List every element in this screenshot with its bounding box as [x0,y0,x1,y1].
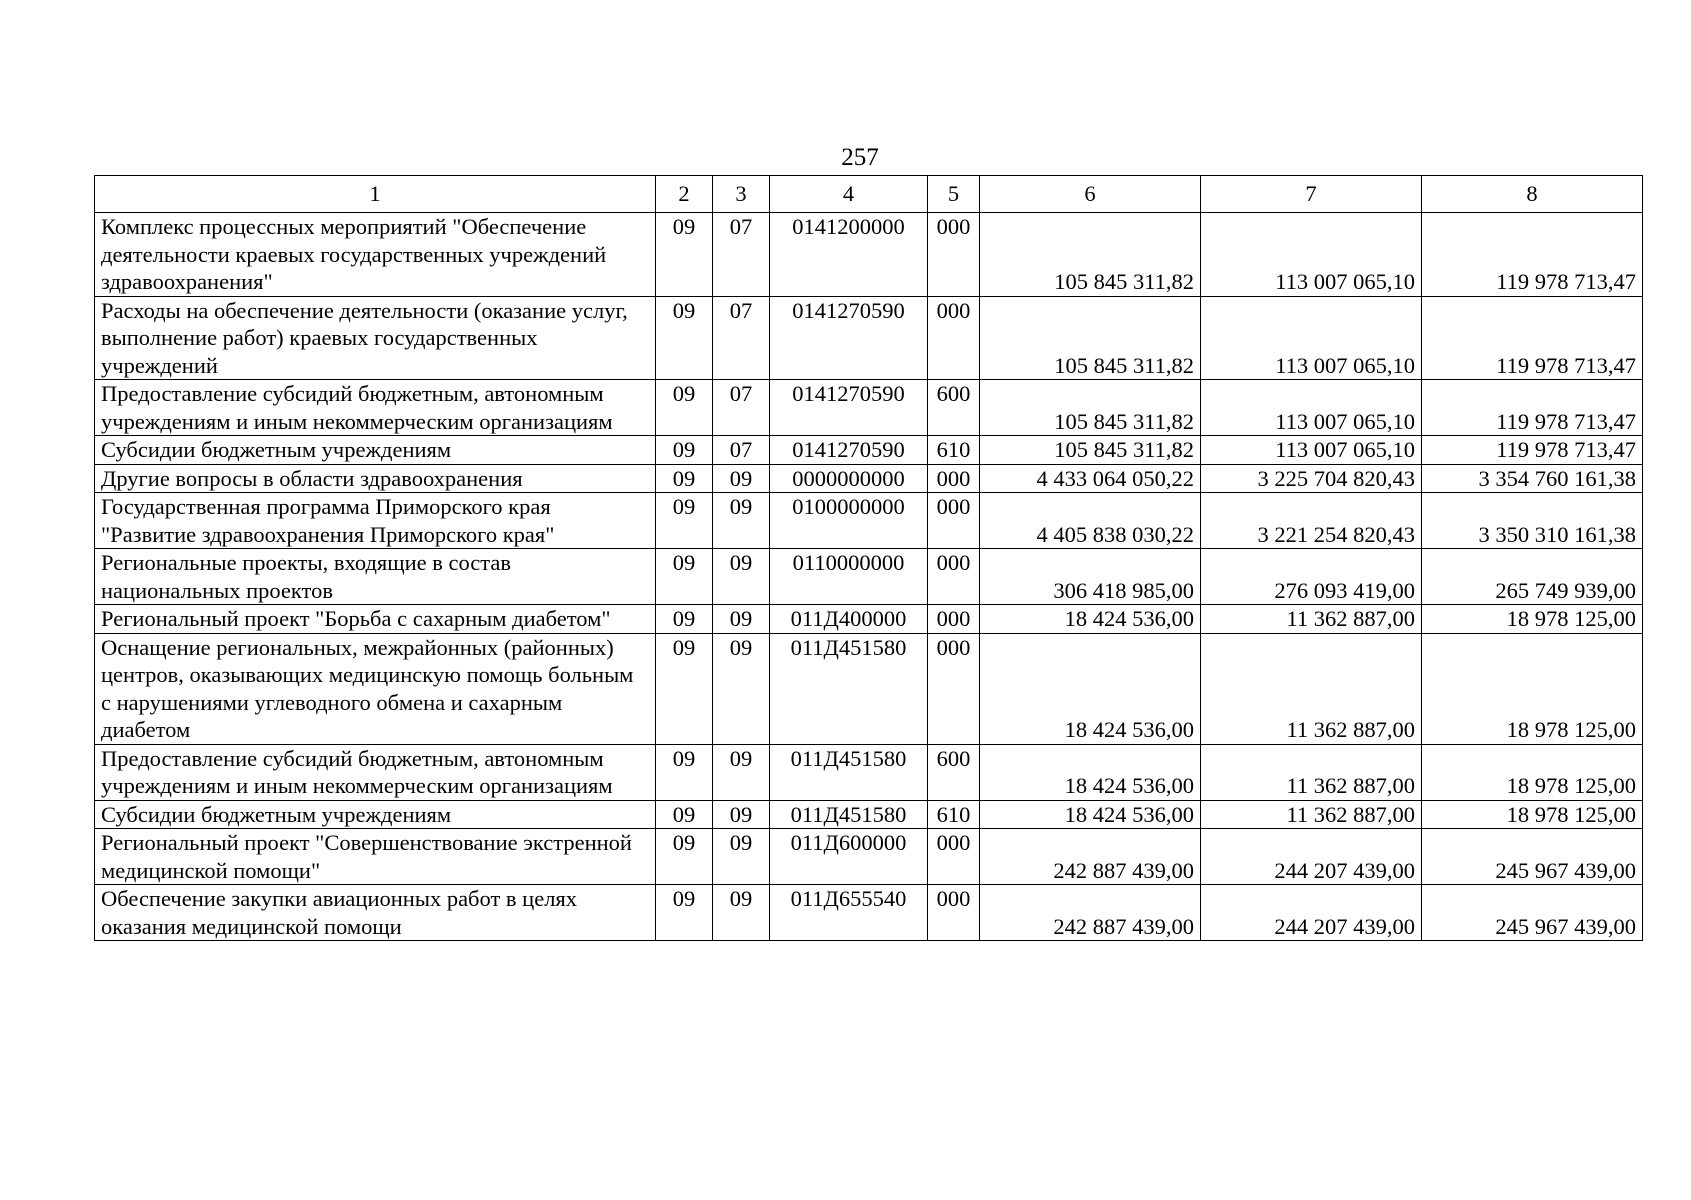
target-article-code: 011Д600000 [770,829,928,885]
column-number-header-row [95,176,1643,213]
target-article-code: 0000000000 [770,464,928,493]
section-code: 09 [656,885,713,941]
amount-col-7: 113 007 065,10 [1201,213,1422,297]
column-header: 4 [770,176,928,213]
amount-col-7: 11 362 887,00 [1201,605,1422,634]
amount-col-8: 119 978 713,47 [1422,380,1643,436]
amount-col-8: 3 350 310 161,38 [1422,493,1643,549]
expense-type-code: 000 [928,605,980,634]
expense-type-code: 610 [928,436,980,465]
row-name: Другие вопросы в области здравоохранения [95,464,656,493]
amount-col-7: 113 007 065,10 [1201,436,1422,465]
column-header: 3 [713,176,770,213]
section-code: 09 [656,633,713,744]
expense-type-code: 000 [928,885,980,941]
section-code: 09 [656,549,713,605]
amount-col-8: 18 978 125,00 [1422,633,1643,744]
section-code: 09 [656,605,713,634]
amount-col-8: 18 978 125,00 [1422,605,1643,634]
target-article-code: 0141270590 [770,436,928,465]
amount-col-8: 18 978 125,00 [1422,800,1643,829]
row-name: Региональный проект "Борьба с сахарным диабетом" [95,605,656,634]
row-name: Субсидии бюджетным учреждениям [95,436,656,465]
table-row [95,464,1643,493]
row-name: Обеспечение закупки авиационных работ в целях оказания медицинской помощи [95,885,656,941]
amount-col-6: 105 845 311,82 [980,436,1201,465]
row-name: Субсидии бюджетным учреждениям [95,800,656,829]
amount-col-8: 119 978 713,47 [1422,213,1643,297]
subsection-code: 09 [713,605,770,634]
column-header: 5 [928,176,980,213]
subsection-code: 07 [713,296,770,380]
amount-col-7: 3 225 704 820,43 [1201,464,1422,493]
column-header: 2 [656,176,713,213]
table-row [95,296,1643,380]
amount-col-7: 3 221 254 820,43 [1201,493,1422,549]
target-article-code: 0141200000 [770,213,928,297]
target-article-code: 011Д655540 [770,885,928,941]
target-article-code: 0141270590 [770,296,928,380]
expense-type-code: 610 [928,800,980,829]
table-row [95,436,1643,465]
expense-type-code: 000 [928,493,980,549]
section-code: 09 [656,436,713,465]
subsection-code: 09 [713,829,770,885]
amount-col-6: 18 424 536,00 [980,744,1201,800]
subsection-code: 09 [713,464,770,493]
section-code: 09 [656,380,713,436]
amount-col-8: 119 978 713,47 [1422,436,1643,465]
subsection-code: 09 [713,549,770,605]
target-article-code: 011Д400000 [770,605,928,634]
section-code: 09 [656,464,713,493]
target-article-code: 011Д451580 [770,633,928,744]
amount-col-6: 18 424 536,00 [980,605,1201,634]
amount-col-7: 113 007 065,10 [1201,296,1422,380]
amount-col-8: 119 978 713,47 [1422,296,1643,380]
amount-col-6: 105 845 311,82 [980,296,1201,380]
expense-type-code: 000 [928,213,980,297]
section-code: 09 [656,296,713,380]
expense-type-code: 600 [928,744,980,800]
amount-col-6: 242 887 439,00 [980,829,1201,885]
amount-col-6: 4 405 838 030,22 [980,493,1201,549]
amount-col-8: 3 354 760 161,38 [1422,464,1643,493]
table-row [95,744,1643,800]
table-row [95,885,1643,941]
amount-col-8: 245 967 439,00 [1422,829,1643,885]
amount-col-6: 105 845 311,82 [980,213,1201,297]
row-name: Оснащение региональных, межрайонных (районных) центров, оказывающих медицинскую помощь больным с нарушениями углеводного обмена и сахарным диабетом [95,633,656,744]
amount-col-7: 244 207 439,00 [1201,885,1422,941]
amount-col-7: 11 362 887,00 [1201,744,1422,800]
section-code: 09 [656,213,713,297]
target-article-code: 0110000000 [770,549,928,605]
expense-type-code: 600 [928,380,980,436]
target-article-code: 011Д451580 [770,800,928,829]
section-code: 09 [656,829,713,885]
row-name: Предоставление субсидий бюджетным, автономным учреждениям и иным некоммерческим организациям [95,380,656,436]
row-name: Расходы на обеспечение деятельности (оказание услуг, выполнение работ) краевых государственных учреждений [95,296,656,380]
subsection-code: 07 [713,213,770,297]
column-header: 7 [1201,176,1422,213]
table-body [95,213,1643,941]
table-row [95,633,1643,744]
amount-col-6: 306 418 985,00 [980,549,1201,605]
section-code: 09 [656,493,713,549]
subsection-code: 09 [713,744,770,800]
section-code: 09 [656,800,713,829]
amount-col-7: 11 362 887,00 [1201,800,1422,829]
subsection-code: 09 [713,493,770,549]
expense-type-code: 000 [928,549,980,605]
budget-table [94,175,1643,941]
table-row [95,829,1643,885]
subsection-code: 07 [713,380,770,436]
amount-col-8: 18 978 125,00 [1422,744,1643,800]
column-header: 1 [95,176,656,213]
row-name: Предоставление субсидий бюджетным, автономным учреждениям и иным некоммерческим организациям [95,744,656,800]
subsection-code: 09 [713,800,770,829]
row-name: Региональный проект "Совершенствование экстренной медицинской помощи" [95,829,656,885]
amount-col-7: 113 007 065,10 [1201,380,1422,436]
table-row [95,493,1643,549]
table-row [95,213,1643,297]
row-name: Комплекс процессных мероприятий "Обеспечение деятельности краевых государственных учреждений здравоохранения" [95,213,656,297]
expense-type-code: 000 [928,464,980,493]
subsection-code: 09 [713,633,770,744]
column-header: 6 [980,176,1201,213]
amount-col-6: 242 887 439,00 [980,885,1201,941]
expense-type-code: 000 [928,296,980,380]
amount-col-8: 245 967 439,00 [1422,885,1643,941]
row-name: Государственная программа Приморского края "Развитие здравоохранения Приморского края" [95,493,656,549]
amount-col-6: 18 424 536,00 [980,633,1201,744]
amount-col-6: 4 433 064 050,22 [980,464,1201,493]
amount-col-6: 105 845 311,82 [980,380,1201,436]
subsection-code: 07 [713,436,770,465]
amount-col-7: 11 362 887,00 [1201,633,1422,744]
section-code: 09 [656,744,713,800]
table-row [95,380,1643,436]
amount-col-7: 244 207 439,00 [1201,829,1422,885]
target-article-code: 0141270590 [770,380,928,436]
table-row [95,605,1643,634]
amount-col-6: 18 424 536,00 [980,800,1201,829]
table-row [95,800,1643,829]
target-article-code: 0100000000 [770,493,928,549]
row-name: Региональные проекты, входящие в состав национальных проектов [95,549,656,605]
subsection-code: 09 [713,885,770,941]
expense-type-code: 000 [928,829,980,885]
target-article-code: 011Д451580 [770,744,928,800]
amount-col-8: 265 749 939,00 [1422,549,1643,605]
expense-type-code: 000 [928,633,980,744]
page-number: 257 [841,144,879,171]
amount-col-7: 276 093 419,00 [1201,549,1422,605]
column-header: 8 [1422,176,1643,213]
table-row [95,549,1643,605]
